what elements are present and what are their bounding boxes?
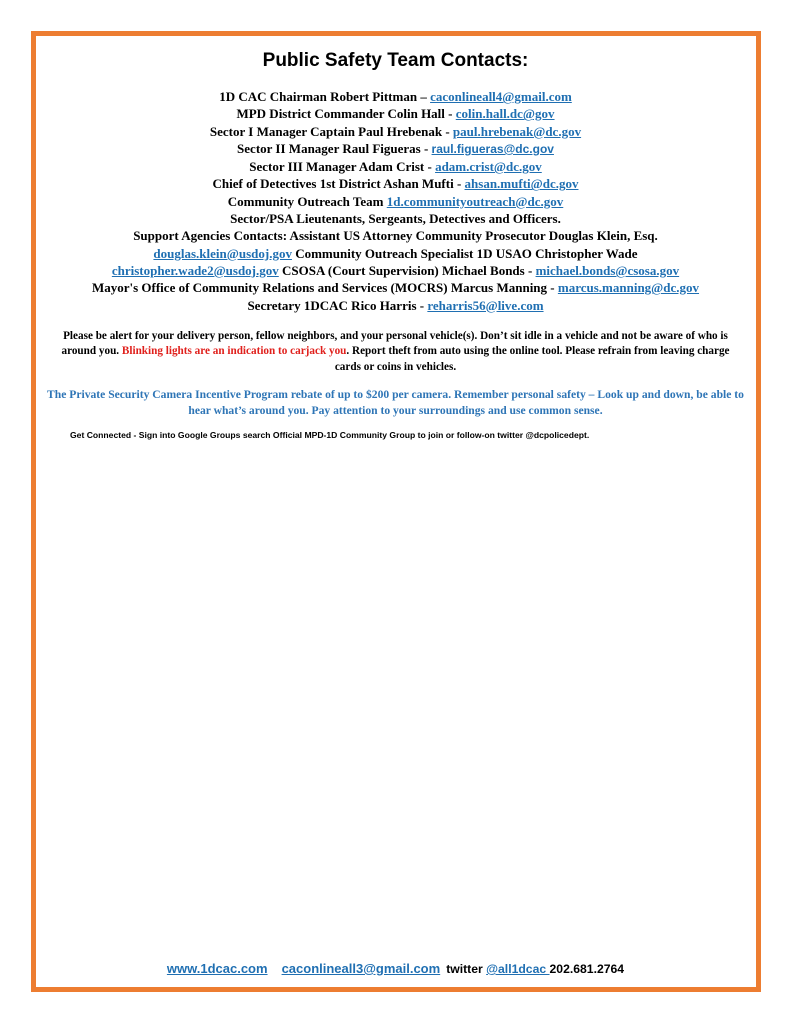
contact-label: Support Agencies Contacts: Assistant US Attorney Community Prosecutor Douglas Klein, Esq. bbox=[133, 228, 658, 244]
contact-line-chairman bbox=[45, 88, 746, 105]
sector2-email-link[interactable]: raul.figueras@dc.gov bbox=[431, 141, 554, 156]
contact-line-mocrs bbox=[45, 279, 746, 296]
contact-label: MPD District Commander Colin Hall - bbox=[236, 106, 456, 122]
sector3-email-link[interactable]: adam.crist@dc.gov bbox=[435, 159, 542, 175]
footer-email-link[interactable]: caconlineall3@gmail.com bbox=[281, 961, 441, 976]
contact-line-outreach bbox=[45, 193, 746, 210]
contact-line-secretary bbox=[45, 297, 746, 314]
get-connected-note: Get Connected - Sign into Google Groups search Official MPD-1D Community Group to join or follow-on twitter @dcpolicedept. bbox=[70, 430, 590, 440]
twitter-label: twitter bbox=[446, 962, 483, 976]
contact-label: Sector II Manager Raul Figueras - bbox=[237, 140, 432, 156]
contact-label: Sector III Manager Adam Crist - bbox=[249, 159, 436, 175]
contact-label: Community Outreach Team bbox=[227, 193, 387, 209]
contact-label: Chief of Detectives 1st District Ashan Mufti - bbox=[212, 176, 465, 192]
outreach-email-link[interactable]: 1d.communityoutreach@dc.gov bbox=[386, 193, 564, 209]
contact-label: Sector I Manager Captain Paul Hrebenak - bbox=[209, 123, 453, 139]
phone-number: 202.681.2764 bbox=[549, 962, 625, 976]
bonds-email-link[interactable]: michael.bonds@csosa.gov bbox=[535, 262, 680, 278]
contact-line-detectives bbox=[45, 175, 746, 192]
carjack-warning: Blinking lights are an indication to carjack you bbox=[121, 345, 347, 358]
wade-email-link[interactable]: christopher.wade2@usdoj.gov bbox=[111, 262, 279, 278]
twitter-handle-link[interactable]: @all1dcac bbox=[486, 962, 550, 976]
contacts-list bbox=[45, 88, 746, 314]
contact-line-wade-csosa bbox=[45, 262, 746, 279]
contact-label: Mayor's Office of Community Relations and Services (MOCRS) Marcus Manning - bbox=[91, 280, 558, 296]
contact-label: Secretary 1DCAC Rico Harris - bbox=[247, 297, 428, 313]
contact-line-klein bbox=[45, 245, 746, 262]
chairman-email-link[interactable]: caconlineall4@gmail.com bbox=[430, 89, 572, 104]
secretary-email-link[interactable]: reharris56@live.com bbox=[427, 297, 544, 313]
manning-email-link[interactable]: marcus.manning@dc.gov bbox=[557, 280, 700, 296]
contact-label: 1D CAC Chairman Robert Pittman – bbox=[219, 89, 431, 104]
contact-label: Sector/PSA Lieutenants, Sergeants, Detectives and Officers. bbox=[230, 211, 561, 227]
contact-line-sector3 bbox=[45, 158, 746, 175]
footer bbox=[0, 961, 791, 976]
camera-program-paragraph: The Private Security Camera Incentive Program rebate of up to $200 per camera. Remember personal safety – Look up and down, be able to hear what’s around you. Pay attention to your surroundings and use common sense. bbox=[47, 388, 744, 417]
website-link[interactable]: www.1dcac.com bbox=[166, 961, 268, 976]
contact-line-officers bbox=[45, 210, 746, 227]
contact-line-sector1 bbox=[45, 123, 746, 140]
alert-text: Please be alert for your delivery person, fellow neighbors, and your personal vehicle(s). Don’t sit idle in a vehicle and not be aware of who is around you. bbox=[61, 330, 728, 358]
alert-text-end: . Report theft from auto using the online tool. Please refrain from leaving charge cards or coins in vehicles. bbox=[334, 345, 730, 373]
contact-label: CSOSA (Court Supervision) Michael Bonds - bbox=[278, 262, 536, 278]
contact-label: Community Outreach Specialist 1D USAO Christopher Wade bbox=[291, 245, 638, 261]
sector1-email-link[interactable]: paul.hrebenak@dc.gov bbox=[452, 123, 582, 139]
commander-email-link[interactable]: colin.hall.dc@gov bbox=[455, 106, 555, 122]
contact-line-commander bbox=[45, 105, 746, 122]
safety-alert-paragraph bbox=[48, 329, 743, 375]
klein-email-link[interactable]: douglas.klein@usdoj.gov bbox=[153, 245, 292, 261]
page-title: Public Safety Team Contacts: bbox=[262, 50, 529, 71]
contact-line-support bbox=[45, 227, 746, 244]
contact-line-sector2 bbox=[45, 140, 746, 158]
detectives-email-link[interactable]: ahsan.mufti@dc.gov bbox=[464, 176, 579, 192]
